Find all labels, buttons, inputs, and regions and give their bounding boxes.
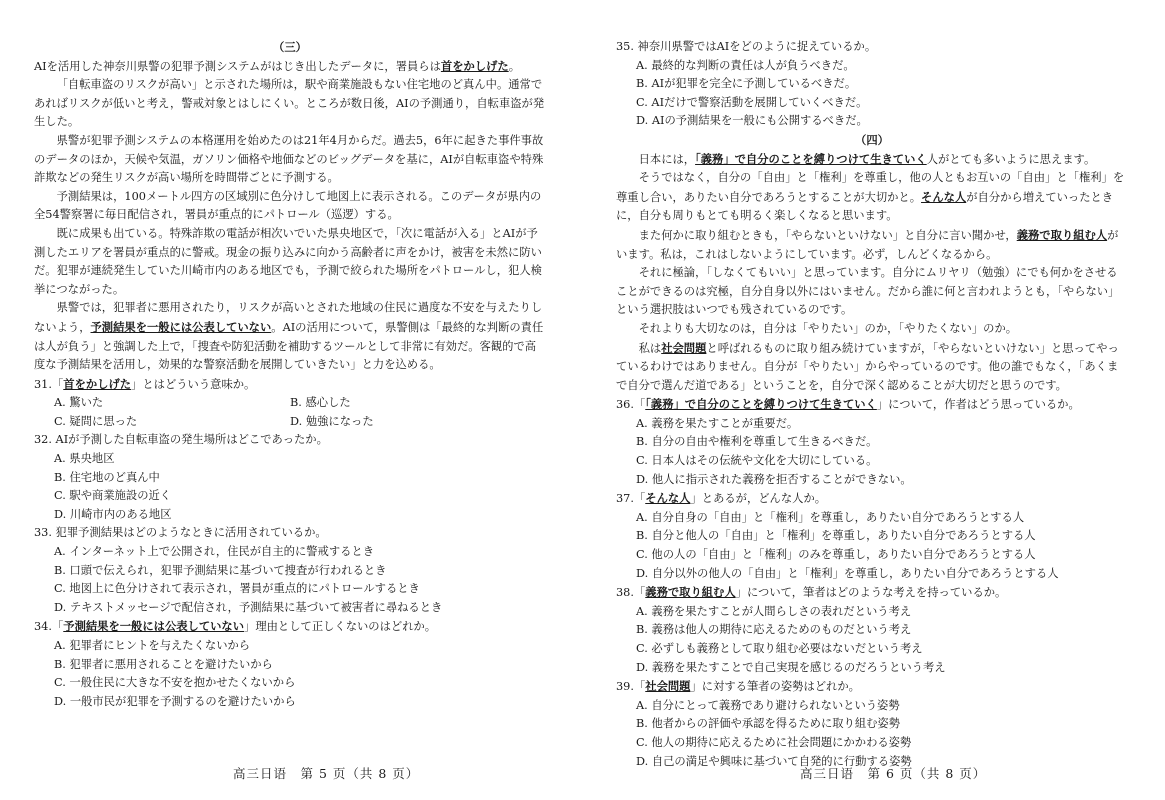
answer-option: A. 驚いた — [54, 396, 104, 410]
answer-option: D. 義務を果たすことで自己実現を感じるのだろうという考え — [636, 660, 946, 674]
page-footer-5: 高三日语 第 5 页（共 8 页） — [233, 766, 420, 781]
answer-option: B. AIが犯罪を完全に予測しているべきだ。 — [636, 77, 857, 91]
passage-paragraph: 予測結果は，100メートル四方の区域別に色分けして地図上に表示される。このデータが県内の全54警察署に毎日配信され，署員が重点的にパトロール（巡逻）する。 — [34, 189, 542, 222]
answer-option: A. 自分にとって義務であり避けられないという姿勢 — [636, 698, 900, 712]
answer-option: A. 県央地区 — [54, 452, 115, 466]
underlined-phrase: 義務で取り組む人 — [645, 585, 736, 600]
section-title-4: （四） — [855, 132, 889, 147]
passage-paragraph: それよりも大切なのは，自分は「やりたい」のか，「やりたくない」のか。 — [638, 321, 1018, 335]
answer-option: B. 口頭で伝えられ，犯罪予測結果に基づいて捜査が行われるとき — [54, 563, 387, 577]
answer-option: D. AIの予測結果を一般にも公開するべきだ。 — [636, 114, 868, 128]
answer-option: B. 他者からの評価や承認を得るために取り組む姿勢 — [636, 717, 901, 731]
answer-option: C. 他の人の「自由」と「権利」のみを尊重し，ありたい自分であろうとする人 — [636, 548, 1036, 562]
passage-paragraph: 私は社会問題と呼ばれるものに取り組み続けていますが，「やらないといけない」と思ってやっているわけではありません。自分が「やりたい」からやっているのです。他の誰でもなく，「あくまで自分で選んだ道である」ということを，自分で深く認めることが大切だと思うのです。 — [616, 340, 1119, 392]
answer-option: A. 最終的な判断の責任は人が負うべきだ。 — [636, 58, 855, 72]
answer-options — [34, 450, 546, 524]
answer-option: A. インターネット上で公開され，住民が自主的に警戒するとき — [54, 545, 375, 559]
section-title-3: （三） — [273, 40, 307, 54]
question-stem: 32. AIが予測した自転車盗の発生場所はどこであったか。 — [34, 433, 328, 447]
answer-options — [54, 394, 546, 431]
answer-option: B. 自分と他人の「自由」と「権利」を尊重し，ありたい自分であろうとする人 — [636, 529, 1036, 543]
answer-options — [616, 603, 1128, 677]
answer-option: A. 犯罪者にヒントを与えたくないから — [54, 639, 251, 652]
passage-paragraph: AIを活用した神奈川県警の犯罪予測システムがはじき出したデータに，署員らは首をかしげた。 — [34, 58, 520, 73]
answer-option: B. 義務は他人の期待に応えるためのものだという考え — [636, 623, 912, 637]
answer-option: B. 住宅地のど真ん中 — [54, 470, 160, 484]
underlined-phrase: 社会問題 — [661, 340, 707, 355]
answer-option: D. 勉強になった — [290, 414, 374, 428]
underlined-phrase: 義務で取り組む人 — [1016, 227, 1108, 242]
answer-option: A. 義務を果たすことが重要だ。 — [636, 416, 799, 430]
answer-option: C. 他人の期待に応えるために社会問題にかかわる姿勢 — [636, 735, 912, 749]
answer-option: A. 自分自身の「自由」と「権利」を尊重し，ありたい自分であろうとする人 — [636, 510, 1025, 524]
passage-paragraph: 既に成果も出ている。特殊詐欺の電話が相次いでいた県央地区で，「次に電話が入る」とAIが予測したエリアを署員が重点的に警戒。現金の振り込みに向かう高齢者に声をかけ，被害を未然に防いだ。犯罪が連続発生していた川崎市内のある地区でも，予測で絞られた場所をパトロールし，犯人検挙につながった。 — [34, 226, 542, 296]
questions-31-34 — [34, 375, 546, 712]
question-stem: 31.「首をかしげた」とはどういう意味か。 — [34, 376, 256, 391]
underlined-phrase: そんな人 — [645, 491, 691, 506]
underlined-phrase: 「義務」で自分のことを縛りつけて生きていく — [695, 151, 927, 166]
answer-option: C. 一般住民に大きな不安を抱かせたくないから — [54, 676, 296, 690]
answer-options — [616, 697, 1128, 771]
passage-paragraph: 県警では，犯罪者に悪用されたり，リスクが高いとされた地域の住民に過度な不安を与えたりしないよう，予測結果を一般には公表していない。AIの活用について，県警側は「最終的な判断の責任は人が負う」と強調した上で，「捜査や防犯活動を補助するツールとして非常に有効だ。客観的で高度な予測結果を活用し，効果的な警察活動を展開していきたい」と力を込める。 — [34, 301, 544, 372]
question-35 — [616, 38, 1128, 131]
answer-option: C. 必ずしも義務として取り組む必要はないだという考え — [636, 642, 923, 655]
passage-3 — [34, 57, 546, 375]
answer-options — [34, 543, 546, 617]
answer-options — [616, 415, 1128, 489]
question-stem: 37.「そんな人」とあるが，どんな人か。 — [616, 491, 827, 506]
right-page — [616, 38, 1128, 771]
answer-option: D. 自己の満足や興味に基づいて自発的に行動する姿勢 — [636, 754, 912, 768]
answer-options — [616, 57, 1128, 131]
passage-paragraph: 「自転車盗のリスクが高い」と示された場所は，駅や商業施設もない住宅地のど真ん中。通常であればリスクが低いと考え，警戒対象とはしにくい。ところが数日後，AIの予測通り，自転車盗が発生した。 — [34, 78, 545, 129]
answer-option: B. 自分の自由や権利を尊重して生きるべきだ。 — [636, 435, 878, 449]
answer-options — [34, 637, 546, 711]
question-stem: 39.「社会問題」に対する筆者の姿勢はどれか。 — [616, 679, 860, 694]
answer-option: C. 日本人はその伝統や文化を大切にしている。 — [636, 454, 878, 468]
passage-4 — [616, 150, 1128, 396]
answer-option: B. 犯罪者に悪用されることを避けたいから — [54, 657, 273, 671]
underlined-phrase: 首をかしげた — [63, 376, 132, 391]
underlined-phrase: 予測結果を一般には公表していない — [90, 319, 272, 334]
answer-options — [616, 509, 1128, 583]
passage-paragraph: それに極論，「しなくてもいい」と思っています。自分にムリヤリ（勉強）にでも何かをさせることができるのは究極，自分自身以外にはいません。だから誰に何と言われようとも，「やらない」という選択肢はいつでも残されているのです。 — [616, 266, 1120, 317]
underlined-phrase: そんな人 — [921, 189, 967, 204]
answer-option: D. テキストメッセージで配信され，予測結果に基づいて被害者に尋ねるとき — [54, 600, 443, 614]
underlined-phrase: 社会問題 — [645, 679, 691, 694]
page-footer-6: 高三日语 第 6 页（共 8 页） — [800, 766, 987, 781]
answer-option: D. 川崎市内のある地区 — [54, 507, 172, 521]
questions-36-39 — [616, 395, 1128, 771]
passage-paragraph: また何かに取り組むときも，「やらないといけない」と自分に言い聞かせ，義務で取り組む人がいます。私は，これはしないようにしています。必ず，しんどくなるから。 — [616, 227, 1119, 261]
question-stem: 35. 神奈川県警ではAIをどのように捉えているか。 — [616, 40, 877, 53]
answer-option: D. 自分以外の他人の「自由」と「権利」を尊重し，ありたい自分であろうとする人 — [636, 566, 1059, 580]
passage-paragraph: 県警が犯罪予測システムの本格運用を始めたのは21年4月からだ。過去5，6年に起きた事件事故のデータのほか，天候や気温，ガソリン価格や地価などのビッグデータを基に，AIが自転車盗や特殊詐欺などの発生リスクが高い場所を時間帯ごとに予測する。 — [34, 133, 544, 185]
passage-paragraph: そうではなく，自分の「自由」と「権利」を尊重し，他の人ともお互いの「自由」と「権利」を尊重し合い，ありたい自分であろうとすることが大切かと。そんな人が自分から増えていったときに，自分も周りもとても明るく楽しくなると思います。 — [616, 171, 1125, 223]
answer-option: D. 他人に指示された義務を拒否することができない。 — [636, 472, 912, 486]
question-stem: 38.「義務で取り組む人」について，筆者はどのような考えを持っているか。 — [616, 585, 1007, 600]
left-page — [34, 38, 546, 711]
answer-option: B. 感心した — [290, 396, 351, 410]
question-stem: 33. 犯罪予測結果はどのようなときに活用されているか。 — [34, 526, 327, 540]
answer-option: C. AIだけで警察活動を展開していくべきだ。 — [636, 95, 868, 109]
answer-option: C. 駅や商業施設の近く — [54, 489, 172, 503]
question-stem: 34.「予測結果を一般には公表していない」理由として正しくないのはどれか。 — [34, 619, 437, 634]
underlined-phrase: 「義務」で自分のことを縛りつけて生きていく — [645, 397, 877, 412]
answer-option: C. 地図上に色分けされて表示され，署員が重点的にパトロールするとき — [54, 582, 420, 596]
answer-option: A. 義務を果たすことが人間らしさの表れだという考え — [636, 604, 912, 618]
answer-option: D. 一般市民が犯罪を予測するのを避けたいから — [54, 694, 296, 708]
passage-paragraph: 日本には，「義務」で自分のことを縛りつけて生きていく人がとても多いように思えます。 — [638, 151, 1096, 166]
underlined-phrase: 予測結果を一般には公表していない — [63, 619, 245, 634]
answer-option: C. 疑問に思った — [54, 414, 138, 428]
question-stem: 36.「「義務」で自分のことを縛りつけて生きていく」について，作者はどう思っているか。 — [616, 397, 1080, 412]
underlined-phrase: 首をかしげた — [440, 58, 509, 73]
